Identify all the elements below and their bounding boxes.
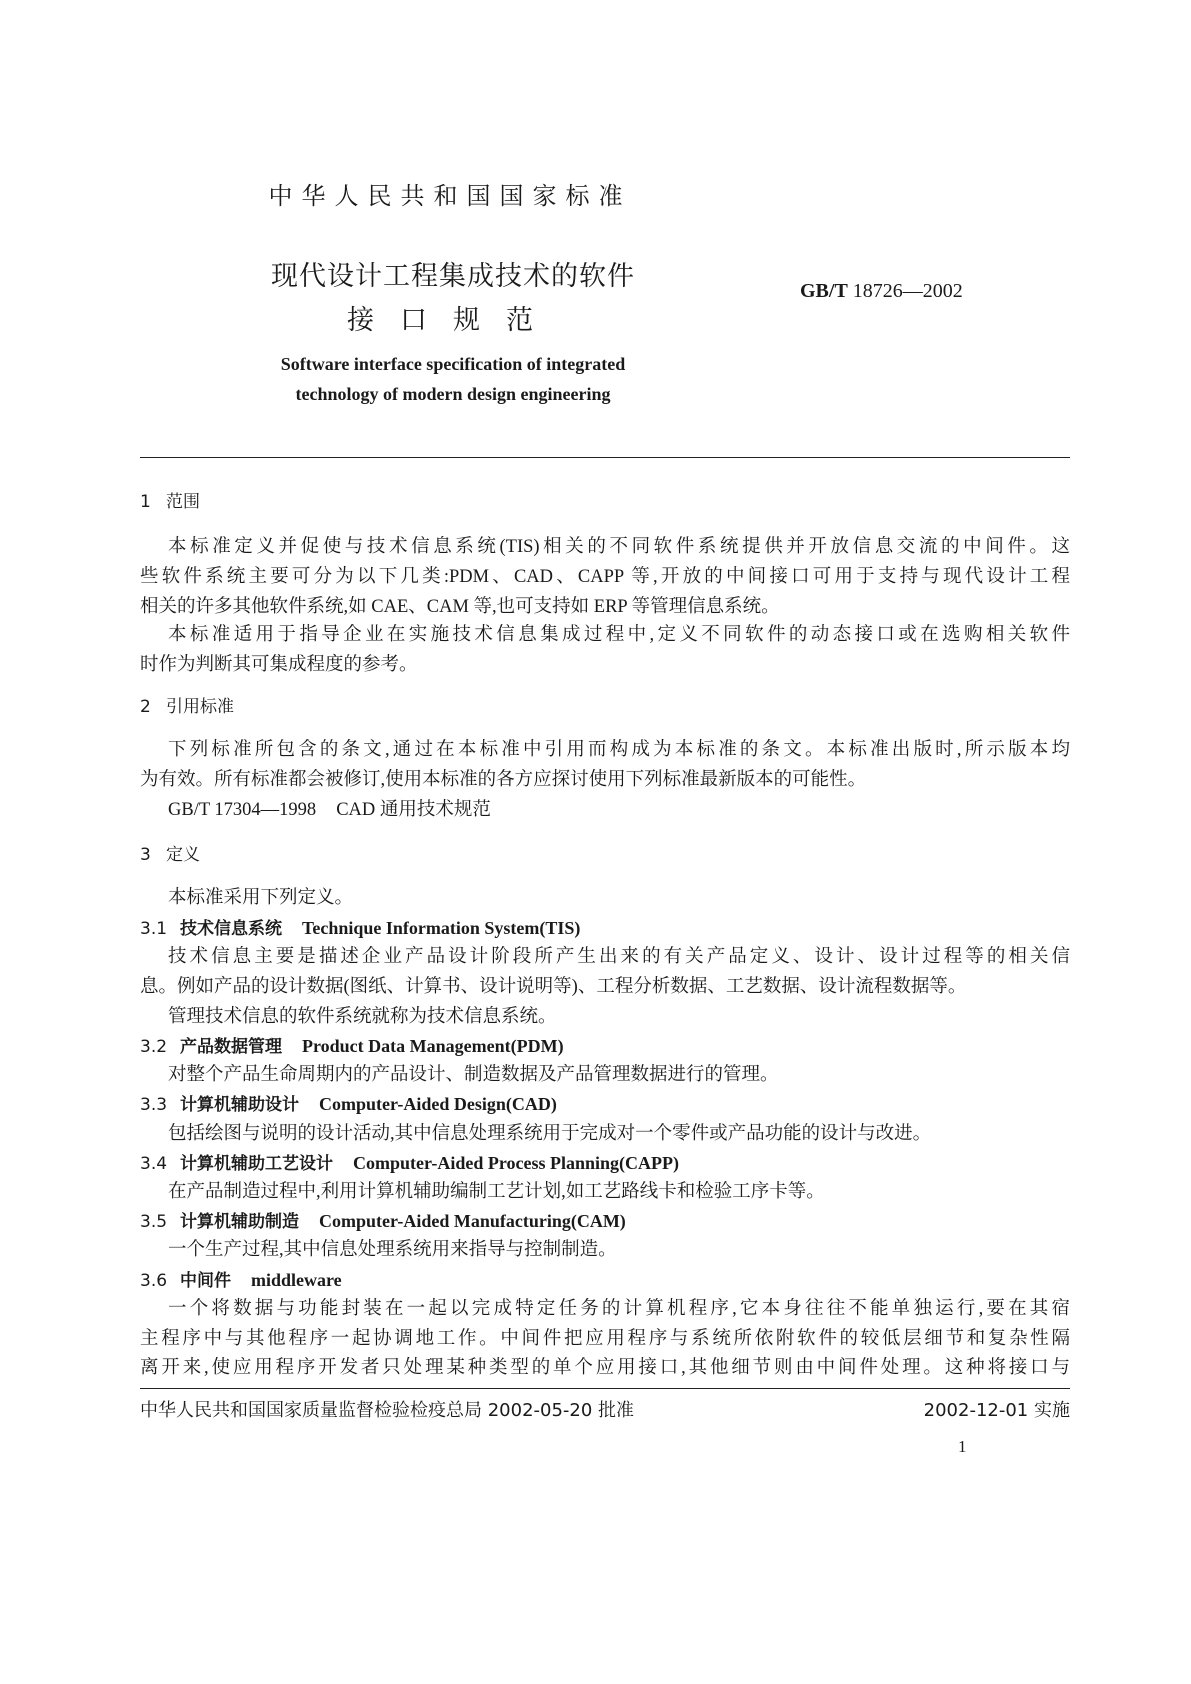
title-en-line1: Software interface specification of integrated bbox=[280, 354, 626, 374]
text-line: 在产品制造过程中,利用计算机辅助编制工艺计划,如工艺路线卡和检验工序卡等。 bbox=[168, 1182, 825, 1202]
code-prefix: GB/T bbox=[800, 280, 848, 302]
text-line: 一个生产过程,其中信息处理系统用来指导与控制制造。 bbox=[168, 1240, 617, 1260]
reference-entry bbox=[168, 797, 1070, 823]
section-heading bbox=[140, 489, 1070, 515]
term-zh: 技术信息系统 bbox=[180, 919, 282, 939]
term-heading bbox=[140, 1150, 1070, 1176]
term-number: 3.4 bbox=[140, 1154, 168, 1174]
section-number: 2 bbox=[140, 697, 151, 717]
text-line: 本标准定义并促使与技术信息系统(TIS)相关的不同软件系统提供并开放信息交流的中间件。这 bbox=[168, 537, 1070, 557]
term-zh: 计算机辅助工艺设计 bbox=[180, 1154, 333, 1174]
text-line: 些软件系统主要可分为以下几类:PDM、CAD、CAPP 等,开放的中间接口可用于支持与现代设计工程 bbox=[140, 567, 1070, 587]
section-title: 范围 bbox=[166, 492, 200, 512]
issued-date: 中华人民共和国国家质量监督检验检疫总局 2002-05-20 批准 bbox=[140, 1400, 635, 1421]
text-line: 时作为判断其可集成程度的参考。 bbox=[140, 655, 418, 675]
title-en-line2: technology of modern design engineering bbox=[295, 384, 611, 404]
term-heading bbox=[140, 1033, 1070, 1059]
section-heading bbox=[140, 842, 1070, 868]
effective-date: 2002-12-01 实施 bbox=[923, 1400, 1070, 1421]
section-title: 引用标准 bbox=[166, 697, 234, 717]
term-heading bbox=[140, 1208, 1070, 1234]
title-zh-line1: 现代设计工程集成技术的软件 bbox=[271, 261, 635, 292]
section-heading bbox=[140, 694, 1070, 720]
reference-title: CAD 通用技术规范 bbox=[336, 800, 491, 820]
term-en: Technique Information System(TIS) bbox=[302, 918, 581, 938]
text-line: 对整个产品生命周期内的产品设计、制造数据及产品管理数据进行的管理。 bbox=[168, 1065, 779, 1085]
term-number: 3.2 bbox=[140, 1037, 168, 1057]
text-line: 包括绘图与说明的设计活动,其中信息处理系统用于完成对一个零件或产品功能的设计与改进。 bbox=[168, 1124, 932, 1144]
text-line: 管理技术信息的软件系统就称为技术信息系统。 bbox=[168, 1007, 557, 1027]
term-number: 3.1 bbox=[140, 919, 168, 939]
term-heading bbox=[140, 1091, 1070, 1117]
title-zh-line2: 接口规范 bbox=[347, 305, 559, 336]
section-title: 定义 bbox=[166, 845, 200, 865]
term-zh: 产品数据管理 bbox=[180, 1037, 282, 1057]
text-line: 本标准采用下列定义。 bbox=[168, 888, 354, 908]
term-zh: 计算机辅助设计 bbox=[180, 1095, 299, 1115]
reference-code: GB/T 17304—1998 bbox=[168, 800, 317, 820]
code-number: 18726—2002 bbox=[852, 280, 963, 302]
term-number: 3.5 bbox=[140, 1212, 168, 1232]
term-heading bbox=[140, 915, 1070, 941]
text-line: 本标准适用于指导企业在实施技术信息集成过程中,定义不同软件的动态接口或在选购相关软件 bbox=[168, 625, 1070, 645]
section-number: 1 bbox=[140, 492, 151, 512]
page-number: 1 bbox=[958, 1437, 967, 1456]
text-line: 一个将数据与功能封装在一起以完成特定任务的计算机程序,它本身往往不能单独运行,要在其宿 bbox=[168, 1299, 1070, 1319]
term-en: middleware bbox=[251, 1270, 342, 1290]
section-number: 3 bbox=[140, 845, 151, 865]
national-standard-header: 中华人民共和国国家标准 bbox=[268, 182, 632, 210]
text-line: 技术信息主要是描述企业产品设计阶段所产生出来的有关产品定义、设计、设计过程等的相关信 bbox=[168, 947, 1070, 967]
term-zh: 计算机辅助制造 bbox=[180, 1212, 299, 1232]
term-en: Computer-Aided Process Planning(CAPP) bbox=[353, 1153, 679, 1173]
term-number: 3.6 bbox=[140, 1271, 168, 1291]
footer-divider bbox=[140, 1388, 1070, 1389]
standard-code bbox=[800, 280, 963, 303]
text-line: 离开来,使应用程序开发者只处理某种类型的单个应用接口,其他细节则由中间件处理。这种将接口与 bbox=[140, 1358, 1070, 1378]
text-line: 相关的许多其他软件系统,如 CAE、CAM 等,也可支持如 ERP 等管理信息系统。 bbox=[140, 597, 780, 617]
text-line: 为有效。所有标准都会被修订,使用本标准的各方应探讨使用下列标准最新版本的可能性。 bbox=[140, 770, 867, 790]
term-number: 3.3 bbox=[140, 1095, 168, 1115]
text-line: 主程序中与其他程序一起协调地工作。中间件把应用程序与系统所依附软件的较低层细节和复杂性隔 bbox=[140, 1329, 1070, 1349]
divider bbox=[140, 457, 1070, 458]
text-line: 下列标准所包含的条文,通过在本标准中引用而构成为本标准的条文。本标准出版时,所示版本均 bbox=[168, 740, 1070, 760]
term-en: Computer-Aided Manufacturing(CAM) bbox=[319, 1211, 626, 1231]
term-zh: 中间件 bbox=[180, 1271, 231, 1291]
term-en: Computer-Aided Design(CAD) bbox=[319, 1094, 557, 1114]
term-en: Product Data Management(PDM) bbox=[302, 1036, 564, 1056]
text-line: 息。例如产品的设计数据(图纸、计算书、设计说明等)、工程分析数据、工艺数据、设计流程数据等。 bbox=[140, 977, 967, 997]
term-heading bbox=[140, 1267, 1070, 1293]
